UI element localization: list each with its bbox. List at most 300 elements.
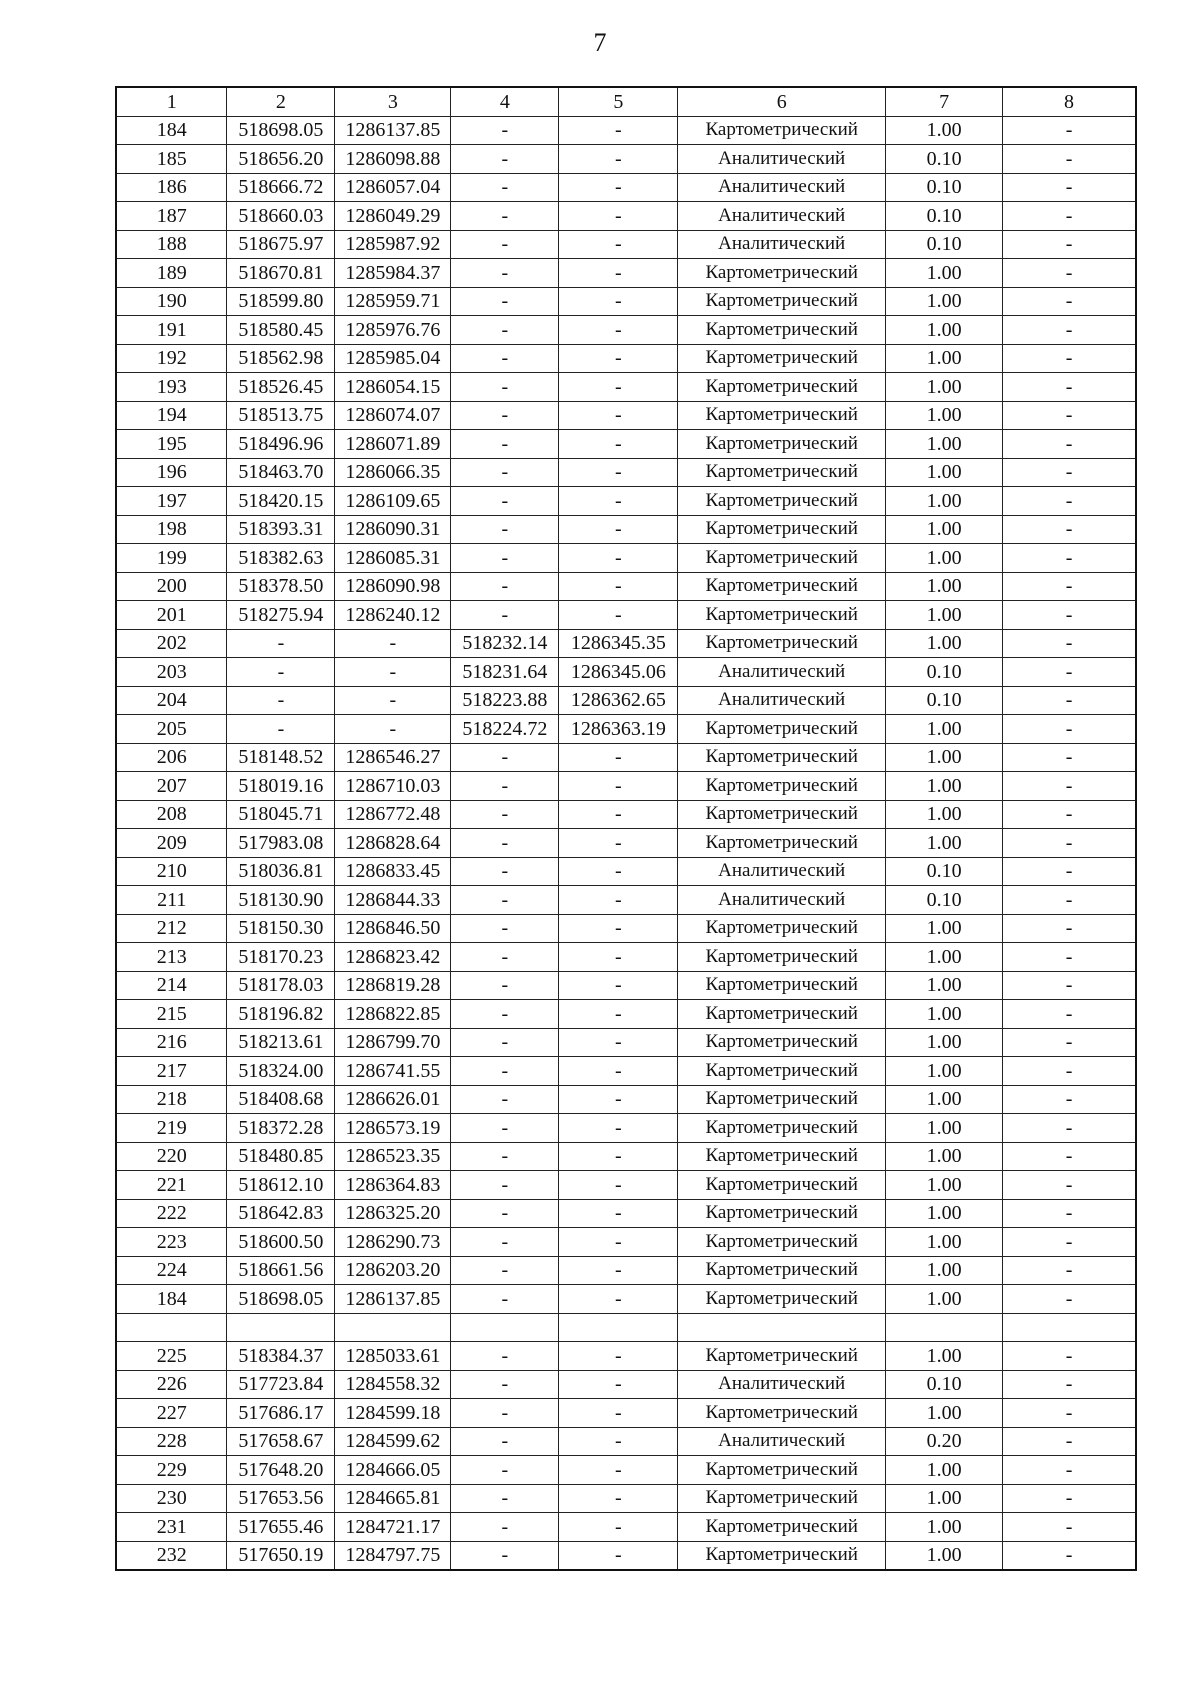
- x-cell: 518420.15: [227, 487, 335, 516]
- table-row: [116, 1484, 1136, 1513]
- x-cell: 518612.10: [227, 1171, 335, 1200]
- x2-cell: -: [451, 1399, 559, 1428]
- y-cell: 1286710.03: [335, 772, 451, 801]
- y2-cell: -: [559, 601, 678, 630]
- accuracy-cell: 1.00: [886, 800, 1003, 829]
- description-cell: -: [1003, 658, 1136, 687]
- description-cell: -: [1003, 1342, 1136, 1371]
- y-cell: 1286085.31: [335, 544, 451, 573]
- accuracy-cell: 0.20: [886, 1427, 1003, 1456]
- x-cell: 518660.03: [227, 202, 335, 231]
- description-cell: -: [1003, 772, 1136, 801]
- y2-cell: -: [559, 515, 678, 544]
- point-number-cell: 200: [116, 572, 227, 601]
- method-cell: Аналитический: [678, 686, 886, 715]
- accuracy-cell: 1.00: [886, 458, 1003, 487]
- table-row: [116, 430, 1136, 459]
- x2-cell: 518231.64: [451, 658, 559, 687]
- y-cell: -: [335, 686, 451, 715]
- accuracy-cell: 1.00: [886, 1085, 1003, 1114]
- accuracy-cell: 0.10: [886, 202, 1003, 231]
- x2-cell: -: [451, 230, 559, 259]
- x2-cell: -: [451, 1228, 559, 1257]
- method-cell: Аналитический: [678, 202, 886, 231]
- x-cell: 518463.70: [227, 458, 335, 487]
- method-cell: Картометрический: [678, 1028, 886, 1057]
- description-cell: -: [1003, 202, 1136, 231]
- accuracy-cell: 1.00: [886, 1484, 1003, 1513]
- y2-cell: -: [559, 316, 678, 345]
- accuracy-cell: 1.00: [886, 829, 1003, 858]
- column-header: 3: [335, 87, 451, 116]
- x-cell: [227, 1313, 335, 1342]
- x2-cell: -: [451, 1000, 559, 1029]
- y-cell: -: [335, 629, 451, 658]
- y2-cell: -: [559, 743, 678, 772]
- table-row: [116, 715, 1136, 744]
- x-cell: 518275.94: [227, 601, 335, 630]
- y2-cell: -: [559, 1399, 678, 1428]
- method-cell: [678, 1313, 886, 1342]
- method-cell: Картометрический: [678, 1513, 886, 1542]
- description-cell: -: [1003, 487, 1136, 516]
- y2-cell: -: [559, 572, 678, 601]
- y-cell: 1286203.20: [335, 1256, 451, 1285]
- x-cell: 518213.61: [227, 1028, 335, 1057]
- x2-cell: -: [451, 430, 559, 459]
- y2-cell: -: [559, 914, 678, 943]
- y-cell: 1286290.73: [335, 1228, 451, 1257]
- y2-cell: -: [559, 487, 678, 516]
- table-row: [116, 373, 1136, 402]
- x2-cell: -: [451, 515, 559, 544]
- y-cell: 1286240.12: [335, 601, 451, 630]
- point-number-cell: 217: [116, 1057, 227, 1086]
- description-cell: -: [1003, 1484, 1136, 1513]
- y2-cell: -: [559, 202, 678, 231]
- table-header-row: [116, 87, 1136, 116]
- accuracy-cell: 0.10: [886, 886, 1003, 915]
- accuracy-cell: 0.10: [886, 145, 1003, 174]
- accuracy-cell: 1.00: [886, 1000, 1003, 1029]
- x2-cell: -: [451, 943, 559, 972]
- x2-cell: -: [451, 1114, 559, 1143]
- x2-cell: -: [451, 971, 559, 1000]
- description-cell: -: [1003, 259, 1136, 288]
- y-cell: 1286074.07: [335, 401, 451, 430]
- table-row: [116, 116, 1136, 145]
- x-cell: 517686.17: [227, 1399, 335, 1428]
- table-row: [116, 401, 1136, 430]
- x-cell: 518393.31: [227, 515, 335, 544]
- method-cell: Картометрический: [678, 1057, 886, 1086]
- description-cell: -: [1003, 1057, 1136, 1086]
- table-row: [116, 145, 1136, 174]
- x-cell: 518408.68: [227, 1085, 335, 1114]
- description-cell: -: [1003, 1085, 1136, 1114]
- point-number-cell: 202: [116, 629, 227, 658]
- method-cell: Картометрический: [678, 1541, 886, 1570]
- point-number-cell: 215: [116, 1000, 227, 1029]
- y2-cell: -: [559, 971, 678, 1000]
- y2-cell: 1286345.06: [559, 658, 678, 687]
- accuracy-cell: 1.00: [886, 743, 1003, 772]
- y-cell: 1286772.48: [335, 800, 451, 829]
- table-row: [116, 914, 1136, 943]
- point-number-cell: 212: [116, 914, 227, 943]
- point-number-cell: 211: [116, 886, 227, 915]
- y2-cell: -: [559, 259, 678, 288]
- page-number: 7: [593, 28, 607, 57]
- accuracy-cell: [886, 1313, 1003, 1342]
- description-cell: -: [1003, 601, 1136, 630]
- accuracy-cell: 1.00: [886, 287, 1003, 316]
- method-cell: Картометрический: [678, 487, 886, 516]
- table-row: [116, 629, 1136, 658]
- table-row: [116, 971, 1136, 1000]
- y2-cell: [559, 1313, 678, 1342]
- x2-cell: -: [451, 544, 559, 573]
- description-cell: -: [1003, 1142, 1136, 1171]
- method-cell: Картометрический: [678, 1456, 886, 1485]
- point-number-cell: 228: [116, 1427, 227, 1456]
- table-row: [116, 1370, 1136, 1399]
- method-cell: Картометрический: [678, 259, 886, 288]
- x-cell: -: [227, 629, 335, 658]
- y2-cell: -: [559, 1142, 678, 1171]
- method-cell: Картометрический: [678, 1142, 886, 1171]
- table-row: [116, 943, 1136, 972]
- x2-cell: -: [451, 287, 559, 316]
- x-cell: -: [227, 715, 335, 744]
- method-cell: Аналитический: [678, 1370, 886, 1399]
- x-cell: 518045.71: [227, 800, 335, 829]
- method-cell: Картометрический: [678, 772, 886, 801]
- description-cell: -: [1003, 886, 1136, 915]
- point-number-cell: 231: [116, 1513, 227, 1542]
- x-cell: 518019.16: [227, 772, 335, 801]
- table-row: [116, 772, 1136, 801]
- point-number-cell: 222: [116, 1199, 227, 1228]
- x2-cell: -: [451, 373, 559, 402]
- x2-cell: -: [451, 1171, 559, 1200]
- x-cell: 517658.67: [227, 1427, 335, 1456]
- table-row: [116, 487, 1136, 516]
- accuracy-cell: 1.00: [886, 515, 1003, 544]
- x-cell: 518661.56: [227, 1256, 335, 1285]
- description-cell: -: [1003, 544, 1136, 573]
- accuracy-cell: 1.00: [886, 1456, 1003, 1485]
- description-cell: [1003, 1313, 1136, 1342]
- description-cell: -: [1003, 1541, 1136, 1570]
- point-number-cell: 185: [116, 145, 227, 174]
- accuracy-cell: 1.00: [886, 1171, 1003, 1200]
- y2-cell: -: [559, 1057, 678, 1086]
- method-cell: Картометрический: [678, 1114, 886, 1143]
- x2-cell: -: [451, 800, 559, 829]
- accuracy-cell: 1.00: [886, 715, 1003, 744]
- table-row: [116, 1256, 1136, 1285]
- description-cell: -: [1003, 1456, 1136, 1485]
- description-cell: -: [1003, 686, 1136, 715]
- x-cell: 518656.20: [227, 145, 335, 174]
- x-cell: 517655.46: [227, 1513, 335, 1542]
- y2-cell: -: [559, 430, 678, 459]
- y2-cell: -: [559, 943, 678, 972]
- accuracy-cell: 1.00: [886, 1142, 1003, 1171]
- table-row: [116, 1085, 1136, 1114]
- y2-cell: -: [559, 173, 678, 202]
- description-cell: -: [1003, 515, 1136, 544]
- x2-cell: -: [451, 1028, 559, 1057]
- description-cell: -: [1003, 145, 1136, 174]
- point-number-cell: 194: [116, 401, 227, 430]
- x-cell: -: [227, 686, 335, 715]
- x2-cell: -: [451, 601, 559, 630]
- point-number-cell: 192: [116, 344, 227, 373]
- point-number-cell: 201: [116, 601, 227, 630]
- y-cell: 1286364.83: [335, 1171, 451, 1200]
- table-row: [116, 1000, 1136, 1029]
- method-cell: Картометрический: [678, 430, 886, 459]
- table-row: [116, 344, 1136, 373]
- method-cell: Картометрический: [678, 1085, 886, 1114]
- table-row: [116, 857, 1136, 886]
- x2-cell: [451, 1313, 559, 1342]
- y2-cell: -: [559, 772, 678, 801]
- x-cell: 518372.28: [227, 1114, 335, 1143]
- method-cell: Картометрический: [678, 1171, 886, 1200]
- y-cell: 1284665.81: [335, 1484, 451, 1513]
- point-number-cell: 206: [116, 743, 227, 772]
- x-cell: 517983.08: [227, 829, 335, 858]
- method-cell: Аналитический: [678, 857, 886, 886]
- description-cell: -: [1003, 344, 1136, 373]
- description-cell: -: [1003, 1513, 1136, 1542]
- description-cell: -: [1003, 1399, 1136, 1428]
- point-number-cell: 227: [116, 1399, 227, 1428]
- y-cell: 1286833.45: [335, 857, 451, 886]
- description-cell: -: [1003, 715, 1136, 744]
- table-row: [116, 458, 1136, 487]
- description-cell: -: [1003, 1285, 1136, 1314]
- accuracy-cell: 1.00: [886, 116, 1003, 145]
- y2-cell: 1286362.65: [559, 686, 678, 715]
- description-cell: -: [1003, 572, 1136, 601]
- y2-cell: -: [559, 1342, 678, 1371]
- method-cell: Картометрический: [678, 316, 886, 345]
- y2-cell: -: [559, 344, 678, 373]
- y-cell: 1286741.55: [335, 1057, 451, 1086]
- description-cell: -: [1003, 430, 1136, 459]
- table-body: [116, 116, 1136, 1570]
- y2-cell: -: [559, 1484, 678, 1513]
- table-row: [116, 1399, 1136, 1428]
- method-cell: Аналитический: [678, 230, 886, 259]
- y2-cell: -: [559, 1285, 678, 1314]
- x2-cell: -: [451, 772, 559, 801]
- accuracy-cell: 1.00: [886, 1541, 1003, 1570]
- y-cell: 1286137.85: [335, 1285, 451, 1314]
- y-cell: 1286799.70: [335, 1028, 451, 1057]
- accuracy-cell: 1.00: [886, 344, 1003, 373]
- point-number-cell: 229: [116, 1456, 227, 1485]
- description-cell: -: [1003, 1171, 1136, 1200]
- table-row: [116, 1427, 1136, 1456]
- x2-cell: 518223.88: [451, 686, 559, 715]
- point-number-cell: 187: [116, 202, 227, 231]
- x-cell: 518324.00: [227, 1057, 335, 1086]
- method-cell: Аналитический: [678, 173, 886, 202]
- x2-cell: -: [451, 458, 559, 487]
- point-number-cell: 205: [116, 715, 227, 744]
- point-number-cell: 197: [116, 487, 227, 516]
- accuracy-cell: 0.10: [886, 1370, 1003, 1399]
- method-cell: Картометрический: [678, 1484, 886, 1513]
- y-cell: 1286109.65: [335, 487, 451, 516]
- x2-cell: -: [451, 145, 559, 174]
- column-header: 8: [1003, 87, 1136, 116]
- accuracy-cell: 1.00: [886, 1057, 1003, 1086]
- method-cell: Картометрический: [678, 601, 886, 630]
- point-number-cell: 204: [116, 686, 227, 715]
- x-cell: 518675.97: [227, 230, 335, 259]
- point-number-cell: 208: [116, 800, 227, 829]
- x2-cell: -: [451, 1484, 559, 1513]
- x-cell: 518150.30: [227, 914, 335, 943]
- y2-cell: -: [559, 1513, 678, 1542]
- x-cell: 518670.81: [227, 259, 335, 288]
- method-cell: Картометрический: [678, 287, 886, 316]
- x2-cell: -: [451, 344, 559, 373]
- point-number-cell: 213: [116, 943, 227, 972]
- column-header: 7: [886, 87, 1003, 116]
- x2-cell: -: [451, 259, 559, 288]
- y-cell: 1285033.61: [335, 1342, 451, 1371]
- y2-cell: -: [559, 857, 678, 886]
- point-number-cell: 209: [116, 829, 227, 858]
- y-cell: 1285976.76: [335, 316, 451, 345]
- method-cell: Аналитический: [678, 658, 886, 687]
- point-number-cell: 226: [116, 1370, 227, 1399]
- y2-cell: -: [559, 287, 678, 316]
- y-cell: 1286098.88: [335, 145, 451, 174]
- y-cell: 1285959.71: [335, 287, 451, 316]
- y2-cell: -: [559, 544, 678, 573]
- description-cell: -: [1003, 857, 1136, 886]
- y2-cell: -: [559, 145, 678, 174]
- description-cell: -: [1003, 1256, 1136, 1285]
- accuracy-cell: 0.10: [886, 686, 1003, 715]
- point-number-cell: 219: [116, 1114, 227, 1143]
- table-row: [116, 1028, 1136, 1057]
- y2-cell: -: [559, 1171, 678, 1200]
- y-cell: 1286823.42: [335, 943, 451, 972]
- x-cell: 518036.81: [227, 857, 335, 886]
- method-cell: Картометрический: [678, 800, 886, 829]
- accuracy-cell: 1.00: [886, 1199, 1003, 1228]
- method-cell: Картометрический: [678, 629, 886, 658]
- method-cell: Картометрический: [678, 1342, 886, 1371]
- y-cell: -: [335, 658, 451, 687]
- method-cell: Картометрический: [678, 1000, 886, 1029]
- description-cell: -: [1003, 914, 1136, 943]
- table-row: [116, 1171, 1136, 1200]
- table-row: [116, 259, 1136, 288]
- x-cell: 518580.45: [227, 316, 335, 345]
- description-cell: -: [1003, 173, 1136, 202]
- table-row: [116, 1342, 1136, 1371]
- table-row: [116, 800, 1136, 829]
- point-number-cell: 221: [116, 1171, 227, 1200]
- y-cell: 1285984.37: [335, 259, 451, 288]
- table-row: [116, 1313, 1136, 1342]
- column-header: 1: [116, 87, 227, 116]
- y-cell: 1286057.04: [335, 173, 451, 202]
- point-number-cell: 186: [116, 173, 227, 202]
- description-cell: -: [1003, 287, 1136, 316]
- y-cell: 1286822.85: [335, 1000, 451, 1029]
- y-cell: -: [335, 715, 451, 744]
- y-cell: 1286325.20: [335, 1199, 451, 1228]
- point-number-cell: 210: [116, 857, 227, 886]
- description-cell: -: [1003, 800, 1136, 829]
- method-cell: Картометрический: [678, 544, 886, 573]
- table-row: [116, 1199, 1136, 1228]
- x-cell: 518698.05: [227, 116, 335, 145]
- y-cell: 1284721.17: [335, 1513, 451, 1542]
- point-number-cell: 230: [116, 1484, 227, 1513]
- x2-cell: -: [451, 1342, 559, 1371]
- y-cell: 1284797.75: [335, 1541, 451, 1570]
- point-number-cell: 188: [116, 230, 227, 259]
- x2-cell: -: [451, 1142, 559, 1171]
- y-cell: 1284599.62: [335, 1427, 451, 1456]
- y-cell: 1284666.05: [335, 1456, 451, 1485]
- method-cell: Картометрический: [678, 1399, 886, 1428]
- x2-cell: -: [451, 1256, 559, 1285]
- description-cell: -: [1003, 1370, 1136, 1399]
- method-cell: Аналитический: [678, 886, 886, 915]
- table-row: [116, 658, 1136, 687]
- y-cell: [335, 1313, 451, 1342]
- x-cell: 518130.90: [227, 886, 335, 915]
- accuracy-cell: 1.00: [886, 1399, 1003, 1428]
- x2-cell: -: [451, 1370, 559, 1399]
- method-cell: Картометрический: [678, 943, 886, 972]
- method-cell: Картометрический: [678, 1228, 886, 1257]
- y-cell: 1285985.04: [335, 344, 451, 373]
- table-row: [116, 316, 1136, 345]
- x2-cell: -: [451, 857, 559, 886]
- method-cell: Картометрический: [678, 829, 886, 858]
- table-row: [116, 686, 1136, 715]
- point-number-cell: 216: [116, 1028, 227, 1057]
- x-cell: 518496.96: [227, 430, 335, 459]
- table-row: [116, 743, 1136, 772]
- x-cell: 518384.37: [227, 1342, 335, 1371]
- point-number-cell: 198: [116, 515, 227, 544]
- y2-cell: -: [559, 800, 678, 829]
- x-cell: 518178.03: [227, 971, 335, 1000]
- y-cell: 1286523.35: [335, 1142, 451, 1171]
- description-cell: -: [1003, 373, 1136, 402]
- x-cell: 518148.52: [227, 743, 335, 772]
- x-cell: 518480.85: [227, 1142, 335, 1171]
- point-number-cell: 184: [116, 116, 227, 145]
- point-number-cell: 196: [116, 458, 227, 487]
- table-row: [116, 829, 1136, 858]
